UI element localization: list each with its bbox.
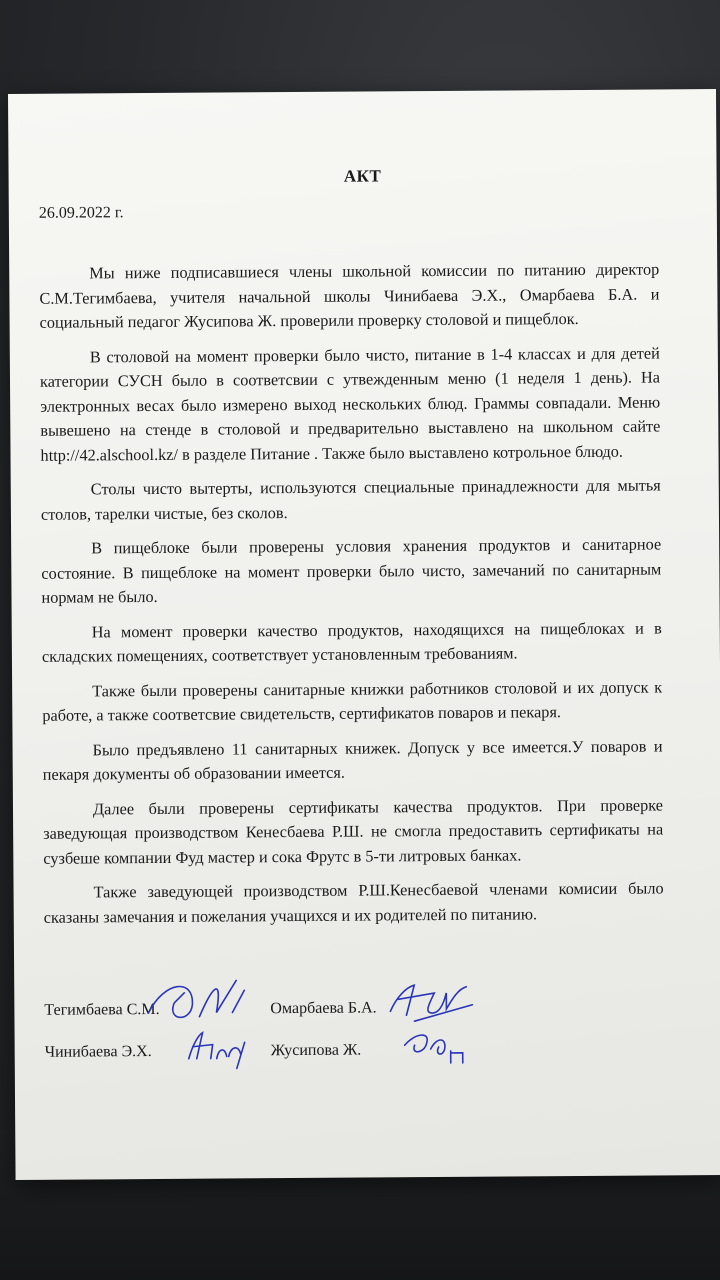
signature-row bbox=[44, 997, 664, 1039]
paragraph: Далее были проверены сертификаты качества продуктов. При проверке заведующая производством Кенесбаева Р.Ш. не смогла предоставить сертификаты на сузбеше компании Фуд мастер и сока Фрутс в 5-ти литровых банках. bbox=[43, 794, 664, 868]
signer-name: Чинибаева Э.Х. bbox=[44, 1043, 152, 1061]
document-title: АКТ bbox=[343, 166, 382, 186]
paragraph: В пищеблоке были проверены условия хранения продуктов и санитарное состояние. В пищеблоке на момент проверки было чисто, замечаний по санитарным нормам не было. bbox=[41, 534, 662, 607]
paragraph: Мы ниже подписавшиеся члены школьной комиссии по питанию директор С.М.Тегимбаева, учителя начальной школы Чинибаева Э.Х., Омарбаева Б.А. и социальный педагог Жусипова Ж. проверили проверку столовой и пищеблок. bbox=[39, 259, 660, 332]
document-sheet bbox=[8, 89, 720, 1180]
signer-name: Тегимбаева С.М. bbox=[44, 1000, 160, 1019]
signature-block bbox=[44, 997, 665, 1081]
signature-row bbox=[45, 1039, 665, 1081]
handwritten-signature-icon bbox=[144, 972, 274, 1033]
document-date: 26.09.2022 г. bbox=[38, 204, 124, 222]
handwritten-signature-icon bbox=[401, 1025, 471, 1067]
handwritten-signature-icon bbox=[183, 1028, 253, 1070]
paragraph: Столы чисто вытерты, используются специальные принадлежности для мытья столов, тарелки чистые, без сколов. bbox=[40, 475, 661, 524]
document-body bbox=[39, 257, 664, 939]
handwritten-signature-icon bbox=[384, 975, 479, 1026]
paragraph: Было предъявлено 11 санитарных книжек. Допуск у все имеется.У поваров и пекаря документы об образовании имеется. bbox=[42, 735, 663, 784]
signer-name: Жусипова Ж. bbox=[270, 1041, 362, 1060]
paragraph: Также заведующей производством Р.Ш.Кенесбаевой членами комисии было сказаны замечания и пожелания учащихся и их родителей по питанию. bbox=[43, 878, 664, 927]
signer-name: Омарбаева Б.А. bbox=[270, 999, 377, 1018]
paragraph: Также были проверены санитарные книжки работников столовой и их допуск к работе, а также соответсвие свидетельств, сертификатов поваров и пекаря. bbox=[42, 676, 663, 725]
paragraph: В столовой на момент проверки было чисто, питание в 1-4 классах и для детей категории СУСН было в соответсвии с утвежденным меню (1 неделя 1 день). На электронных весах было измерено выход нескольких блюд. Граммы совпадали. Меню вывешено на стенде в столовой и предварительно выставлено на школьном сайте http://42.alschool.kz/ в разделе Питание . Также было выставлено котрольное блюдо. bbox=[39, 342, 661, 465]
paragraph: На момент проверки качество продуктов, находящихся на пищеблоках и в складских помещениях, соответствует установленным требованиям. bbox=[41, 617, 662, 666]
